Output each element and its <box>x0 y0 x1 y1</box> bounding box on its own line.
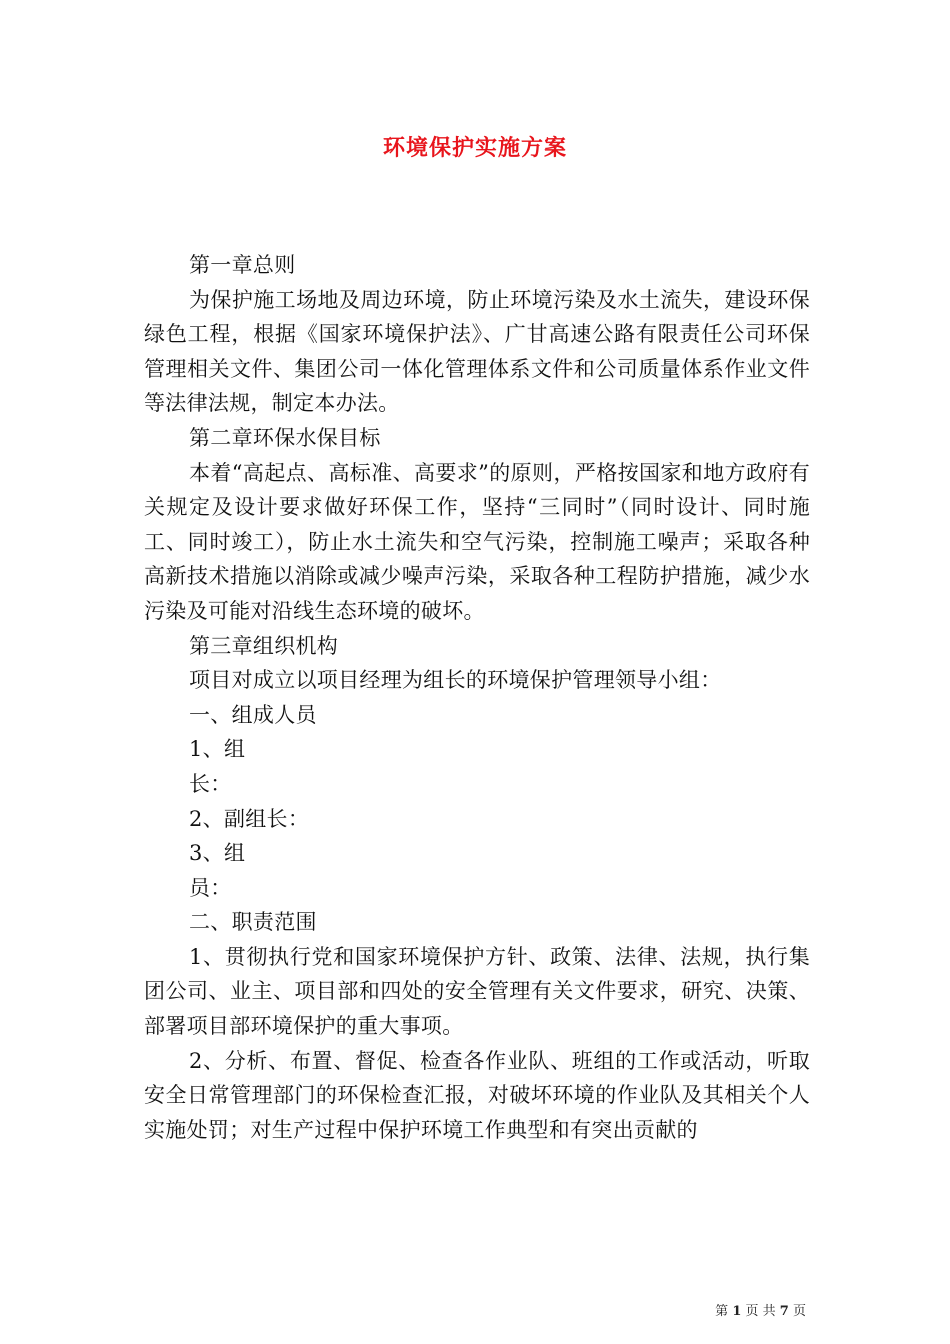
paragraph: 1、贯彻执行党和国家环境保护方针、政策、法律、法规，执行集团公司、业主、项目部和四处的安全管理有关文件要求，研究、决策、部署项目部环境保护的重大事项。 <box>144 944 810 1039</box>
chapter-heading: 第三章组织机构 <box>189 633 339 658</box>
paragraph: 本着“高起点、高标准、高要求”的原则，严格按国家和地方政府有关规定及设计要求做好环保工作，坚持“三同时”（同时设计、同时施工、同时竣工），防止水土流失和空气污染，控制施工噪声；采取各种高新技术措施以消除或减少噪声污染，采取各种工程防护措施，减少水污染及可能对沿线生态环境的破坏。 <box>144 460 810 623</box>
paragraph: 项目对成立以项目经理为组长的环境保护管理领导小组： <box>189 668 722 693</box>
list-item: 员： <box>189 875 232 900</box>
footer-middle: 页 共 <box>745 1304 776 1319</box>
section-heading: 一、组成人员 <box>189 702 317 727</box>
list-item: 2、副组长： <box>189 806 310 831</box>
footer-suffix: 页 <box>792 1304 806 1319</box>
list-item: 1、组 <box>189 737 246 762</box>
paragraph: 为保护施工场地及周边环境，防止环境污染及水土流失，建设环保绿色工程，根据《国家环境保护法》、广甘高速公路有限责任公司环保管理相关文件、集团公司一体化管理体系文件和公司质量体系作业文件等法律法规，制定本办法。 <box>144 287 810 416</box>
document-title: 环境保护实施方案 <box>382 135 567 161</box>
chapter-heading: 第一章总则 <box>189 253 296 277</box>
document-body <box>144 248 810 1147</box>
current-page-number: 1 <box>732 1304 742 1319</box>
total-page-count: 7 <box>779 1304 789 1319</box>
footer-prefix: 第 <box>715 1304 729 1319</box>
section-heading: 二、职责范围 <box>189 910 317 935</box>
list-item: 3、组 <box>189 841 246 866</box>
paragraph: 2、分析、布置、督促、检查各作业队、班组的工作或活动，听取安全日常管理部门的环保检查汇报，对破坏环境的作业队及其相关个人实施处罚；对生产过程中保护环境工作典型和有突出贡献的 <box>144 1048 810 1142</box>
chapter-heading: 第二章环保水保目标 <box>189 425 381 450</box>
list-item: 长： <box>189 771 232 796</box>
page-number-footer <box>715 1303 806 1321</box>
